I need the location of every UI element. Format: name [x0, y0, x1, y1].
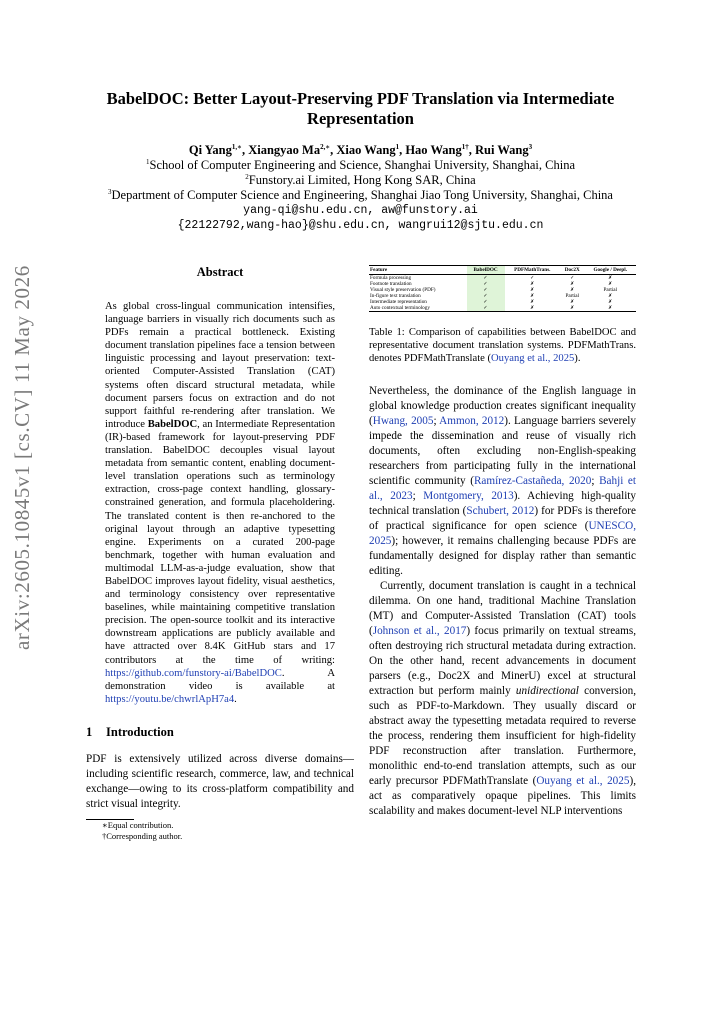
- citation-link[interactable]: Johnson et al., 2017: [372, 624, 467, 637]
- table-header-cell: PDFMathTrans.: [505, 266, 560, 275]
- emphasized-text: unidirectional: [515, 684, 579, 697]
- table-cell: ✗: [608, 281, 613, 287]
- section-title: Introduction: [106, 724, 174, 739]
- table-cell: ✗: [530, 287, 535, 293]
- table-header-cell: Doc2X: [560, 266, 585, 275]
- author-list: Qi Yang$^{1,∗}$, Xiangyao $Ma^{2,∗}$, Xiao Wang$^1$, Hao Wang$^{1\dagger}$, Rui Wang$^3$: [188, 142, 533, 157]
- author-name: Hao Wang: [405, 143, 462, 157]
- table-cell: ✓: [467, 275, 505, 282]
- author-affiliation-mark: 1,∗: [231, 142, 242, 151]
- table-cell: Footnote translation: [370, 281, 412, 287]
- table-cell: ✗: [570, 281, 575, 287]
- table-cell: ✓: [530, 275, 535, 281]
- author-affiliation-mark: 3: [528, 142, 533, 151]
- author-affiliation-mark: 2,∗: [320, 142, 331, 151]
- paper-title: BabelDOC: Better Layout-Preserving PDF Translation via Intermediate Representation: [106, 89, 615, 128]
- email-list: [60, 203, 661, 233]
- table-cell: ✓: [467, 293, 505, 299]
- affiliation-mark: 1: [146, 157, 150, 166]
- table-cell: ✓: [570, 275, 575, 281]
- table-header-cell: Feature: [369, 266, 467, 275]
- caption-text: ).: [574, 353, 581, 365]
- table-cell: ✓: [467, 299, 505, 305]
- table-cell: Partial: [565, 293, 580, 299]
- abstract-system-name: BabelDOC: [147, 418, 198, 430]
- email-line: yang-qi@shu.edu.cn, aw@funstory.ai: [243, 204, 478, 217]
- comparison-table: [369, 265, 636, 312]
- body-text: ). Achieving high-quality technical translation (: [369, 489, 637, 517]
- body-paragraph: [369, 579, 636, 819]
- citation-link[interactable]: Ouyang et al., 2025: [491, 353, 575, 365]
- body-text: ;: [433, 414, 440, 427]
- citation-link[interactable]: Ramírez-Castañeda, 2020: [473, 474, 592, 487]
- table-cell: ✗: [608, 293, 613, 299]
- table-caption: [369, 326, 636, 366]
- table-cell: ✗: [608, 299, 613, 305]
- table-header-cell: BabelDOC: [467, 266, 505, 275]
- body-text: ), act as comparatively opaque pipelines. This limits scalability and makes document-level NLP interventions: [369, 774, 636, 817]
- affiliation-text: Department of Computer Science and Engineering, Shanghai Jiao Tong University, Shanghai, China: [111, 188, 613, 202]
- body-text: conversion, such as PDF-to-Markdown. They usually discard or abstract away the typesetting metadata required to reverse the process, rendering them insufficient for high-fidelity PDF reconstruction after translation. Furthermore, monolithic end-to-end translation attempts, such as our early precursor PDFMathTranslate (: [369, 684, 636, 787]
- abstract-text: .: [234, 693, 237, 705]
- section-number: 1: [86, 724, 93, 739]
- table-cell: ✗: [585, 305, 636, 312]
- table-cell: ✗: [530, 281, 535, 287]
- affiliation-text: School of Computer Engineering and Science, Shanghai University, Shanghai, China: [149, 158, 575, 172]
- affiliation-line: [60, 173, 661, 188]
- affiliation-mark: 2: [245, 172, 249, 181]
- table-row: [369, 305, 636, 312]
- body-paragraph: [369, 384, 636, 579]
- body-text: Nevertheless, the dominance of the English language in global knowledge production creates significant inequality (: [369, 384, 636, 427]
- citation-link[interactable]: UNESCO, 2025: [369, 519, 636, 547]
- citation-link[interactable]: Ammon, 2012: [439, 414, 505, 427]
- table-cell: ✗: [530, 293, 535, 299]
- footnote-equal-contribution: ∗Equal contribution.: [102, 819, 174, 830]
- table-cell: Partial: [603, 287, 618, 293]
- abstract-text: As global cross-lingual communication intensifies, language barriers in visually rich documents such as PDFs remain a practical bottleneck. Existing document translation pipelines face a tension between linguistic processing and layout preservation: text-oriented Computer-Assisted Translation (CAT) systems often discard structural metadata, while document parsers focus on extraction and do not support faithful re-rendering after translation. We introduce: [105, 301, 335, 430]
- arxiv-identifier-stamp: arXiv:2605.10845v1 [cs.CV] 11 May 2026: [10, 265, 34, 650]
- table-body: [369, 275, 636, 312]
- author-name: Rui Wang: [474, 143, 529, 157]
- table-header-row: [369, 266, 636, 275]
- section-heading-introduction: [86, 725, 354, 740]
- affiliation-line: [60, 158, 661, 173]
- abstract-text: . A demonstration video is available at: [105, 667, 335, 692]
- abstract-body: [105, 300, 335, 706]
- abstract-text: , an Intermediate Representation (IR)-based framework for layout-preserving PDF translation. BabelDOC decouples visual layout metadata from semantic content, enabling document-level translation operations such as terminology extraction, cross-page context handling, glossary-constrained generation, and formula placeholdering. The translated content is then re-anchored to the original layout through an adaptive typesetting engine. Experiments on a curated 200-page benchmark, together with human evaluation and multimodal LLM-as-a-judge evaluation, show that BabelDOC improves layout fidelity, visual aesthetics, and terminology consistency over representative baselines, while maintaining competitive translation precision. The open-source toolkit and its interactive downstream applications are publicly available and have attracted over 8.4K GitHub stars and 17 contributors at the time of writing:: [105, 418, 335, 666]
- paper-header: [60, 89, 661, 233]
- table-cell: Visual style preservation (PDF): [370, 287, 436, 293]
- affiliation-mark: 3: [108, 187, 112, 196]
- body-text: ) focus primarily on textual streams, often destroying rich structural metadata during extraction. On the other hand, recent advancements in document parsers (e.g., Doc2X and MinerU) excel at structural extraction but perform mainly: [369, 624, 636, 697]
- citation-link[interactable]: Schubert, 2012: [466, 504, 535, 517]
- body-text: ;: [412, 489, 424, 502]
- body-text: Currently, document translation is caught in a technical dilemma. On one hand, traditional Machine Translation (MT) and Computer-Assisted Translation (CAT) tools (: [369, 579, 636, 637]
- table-cell: ✓: [467, 281, 505, 287]
- table-cell: Auto contextual terminology: [369, 305, 467, 312]
- right-column: [369, 265, 636, 819]
- author-name: Xiangyao Ma: [248, 143, 321, 157]
- footnote-corresponding-author: †Corresponding author.: [102, 830, 183, 841]
- body-text: ). Language barriers severely impede the dissemination and reuse of visually rich documents, often excluding non-English-speaking researchers from participating fully in the international scientific community (: [369, 414, 636, 487]
- table-cell: ✗: [560, 305, 585, 312]
- table-header-cell: Google / Deepl.: [585, 266, 636, 275]
- author-affiliation-mark: 1: [395, 142, 400, 151]
- table-cell: ✗: [570, 287, 575, 293]
- affiliation-list: [60, 158, 661, 203]
- author-name: Xiao Wang: [336, 143, 396, 157]
- table-cell: ✓: [467, 305, 505, 312]
- table-cell: In-figure text translation: [370, 293, 421, 299]
- demo-video-link[interactable]: https://youtu.be/chwrlApH7a4: [105, 693, 235, 705]
- caption-text: Table 1: Comparison of capabilities between BabelDOC and representative document translation systems. PDFMathTrans. denotes PDFMathTranslate (: [369, 327, 636, 365]
- table-cell: ✓: [467, 287, 505, 293]
- body-text: ); however, it remains challenging because PDFs are fundamentally designed for display rather than semantic editing.: [369, 534, 636, 577]
- affiliation-text: Funstory.ai Limited, Hong Kong SAR, China: [248, 173, 476, 187]
- citation-link[interactable]: Bahji et al., 2023: [369, 474, 636, 502]
- citation-link[interactable]: Hwang, 2005: [372, 414, 434, 427]
- table-cell: Intermediate representation: [370, 299, 427, 305]
- table-cell: ✗: [570, 299, 575, 305]
- table-cell: Formula processing: [370, 275, 412, 281]
- introduction-continued: [369, 384, 636, 819]
- author-name: Qi Yang: [188, 143, 232, 157]
- left-column: [86, 265, 354, 842]
- author-affiliation-mark: 1†: [461, 142, 469, 151]
- github-link[interactable]: https://github.com/funstory-ai/BabelDOC: [105, 667, 282, 679]
- table-cell: ✗: [530, 299, 535, 305]
- table-cell: ✗: [505, 305, 560, 312]
- body-text: ;: [591, 474, 600, 487]
- body-text: ) for PDFs is therefore of practical significance for open science (: [369, 504, 637, 532]
- table-cell: ✗: [608, 275, 613, 281]
- citation-link[interactable]: Montgomery, 2013: [423, 489, 514, 502]
- introduction-paragraph: PDF is extensively utilized across diverse domains—including scientific research, commerce, law, and technical exchange—owing to its cross-platform compatibility and strict visual integrity.: [86, 752, 354, 810]
- citation-link[interactable]: Ouyang et al., 2025: [536, 774, 630, 787]
- email-line: {22122792,wang-hao}@shu.edu.cn, wangrui12@sjtu.edu.cn: [177, 219, 544, 232]
- affiliation-line: [60, 188, 661, 203]
- abstract-heading: Abstract: [196, 265, 244, 279]
